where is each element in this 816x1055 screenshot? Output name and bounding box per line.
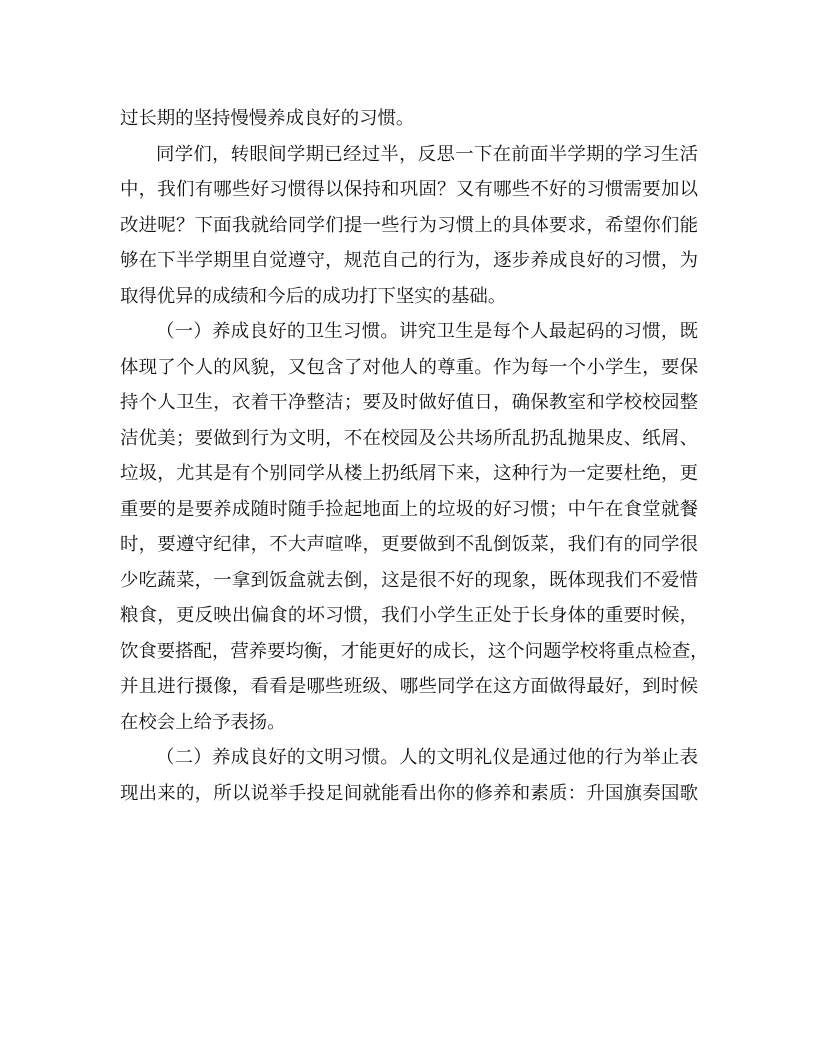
text-line: 时，要遵守纪律，不大声喧哗，更要做到不乱倒饭菜，我们有的同学很 [120,534,698,555]
text-line: 同学们，转眼间学期已经过半，反思一下在前面半学期的学习生活 [156,143,698,165]
text-line: 够在下半学期里自觉遵守，规范自己的行为，逐步养成良好的习惯，为 [120,250,698,271]
text-line: 体现了个人的风貌，又包含了对他人的尊重。作为每一个小学生，要保 [120,356,698,378]
text-line: 过长期的坚持慢慢养成良好的习惯。 [120,108,415,129]
text-line: 现出来的，所以说举手投足间就能看出你的修养和素质：升国旗奏国歌 [120,782,698,804]
text-line: 垃圾，尤其是有个别同学从楼上扔纸屑下来，这种行为一定要杜绝，更 [120,463,698,484]
text-line: 重要的是要养成随时随手捡起地面上的垃圾的好习惯；中午在食堂就餐 [120,498,698,520]
paragraph-intro [120,137,698,315]
text-line: 粮食，更反映出偏食的坏习惯，我们小学生正处于长身体的重要时候， [120,605,698,626]
text-line: 取得优异的成绩和今后的成功打下坚实的基础。 [120,285,507,307]
text-line: 中，我们有哪些好习惯得以保持和巩固？又有哪些不好的习惯需要加以 [120,179,698,200]
text-line: （一）养成良好的卫生习惯。讲究卫生是每个人最起码的习惯，既 [156,321,698,342]
text-line: 并且进行摄像，看看是哪些班级、哪些同学在这方面做得最好，到时候 [120,676,698,697]
paragraph-continuation [120,101,698,137]
text-line: （二）养成良好的文明习惯。人的文明礼仪是通过他的行为举止表 [156,747,698,768]
text-line: 洁优美；要做到行为文明，不在校园及公共场所乱扔乱抛果皮、纸屑、 [120,427,698,449]
text-line: 改进呢？下面我就给同学们提一些行为习惯上的具体要求，希望你们能 [120,214,698,236]
document-body [120,101,709,811]
text-line: 饮食要搭配，营养要均衡，才能更好的成长，这个问题学校将重点检查， [120,640,709,662]
paragraph-hygiene-habits [120,314,709,740]
paragraph-civility-habits [120,740,698,811]
text-line: 在校会上给予表扬。 [120,711,286,733]
text-line: 持个人卫生，衣着干净整洁；要及时做好值日，确保教室和学校校园整 [120,392,698,413]
text-line: 少吃蔬菜，一拿到饭盒就去倒，这是很不好的现象，既体现我们不爱惜 [120,569,698,591]
